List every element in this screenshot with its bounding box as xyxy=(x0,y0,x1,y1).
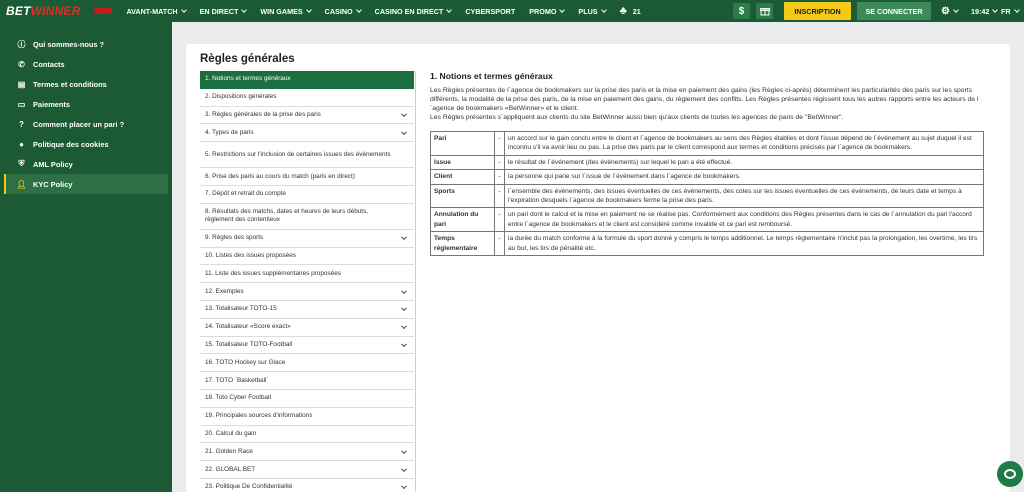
definition-term-cell: Issue xyxy=(431,155,495,169)
toc-item-label: 19. Principales sources d'informations xyxy=(205,412,313,420)
nav-item-avant-match[interactable]: AVANT-MATCH xyxy=(126,7,185,16)
toc-item[interactable] xyxy=(200,142,414,168)
cookie-icon: ● xyxy=(19,139,24,149)
settings-menu[interactable] xyxy=(941,0,958,22)
chevron-down-icon xyxy=(953,7,959,13)
toc-item-label: 3. Règles générales de la prise des paris xyxy=(205,110,321,118)
chevron-down-icon xyxy=(401,288,407,294)
toc-item[interactable] xyxy=(200,89,414,107)
nav-item-casino[interactable]: CASINO xyxy=(325,7,361,16)
chat-button[interactable] xyxy=(997,461,1023,487)
chevron-down-icon xyxy=(401,324,407,330)
definition-term-cell: Sports xyxy=(431,184,495,208)
logo-text-main: BET xyxy=(6,4,31,18)
chevron-down-icon xyxy=(401,466,407,472)
toc-item-label: 9. Règles des sports xyxy=(205,234,264,242)
toc-item[interactable] xyxy=(200,186,414,204)
sidebar-item-contacts[interactable]: ✆ Contacts xyxy=(18,59,65,69)
nav-item-casino-en-direct[interactable]: CASINO EN DIRECT xyxy=(375,7,452,16)
chevron-down-icon xyxy=(306,7,312,13)
definition-definition-cell: un accord sur le gain conclu entre le client et l´agence de bookmakers au sens des Règles établies et dont l'issue dépend de l´événement au sujet duquel il est inconnu s'il va avoir lieu ou pas. La prise des paris par le client correspond aux termes et conditions précisés par l´agence de bookmakers. xyxy=(505,132,984,156)
register-button[interactable]: INSCRIPTION xyxy=(784,2,851,20)
nav-item-en-direct[interactable]: EN DIRECT xyxy=(200,7,247,16)
scope-paragraph: Les Règles présentes s´appliquent aux clients du site BetWinner aussi bien qu'aux clients de toutes les agences de paris de "BetWinner". xyxy=(430,114,844,121)
chevron-down-icon xyxy=(446,7,452,13)
definition-term-cell: Temps réglementaire xyxy=(431,232,495,256)
chat-bubble-icon xyxy=(1004,469,1016,479)
table-row xyxy=(431,170,984,184)
sidebar-item-kyc[interactable]: 👤︎ KYC Policy xyxy=(4,174,168,194)
time-menu[interactable]: 19:42 xyxy=(971,0,997,22)
chevron-down-icon xyxy=(1014,7,1020,13)
table-row xyxy=(431,232,984,256)
toc-item[interactable] xyxy=(200,337,414,355)
toc-item[interactable] xyxy=(200,479,414,492)
rules-content xyxy=(430,71,982,256)
dollar-icon[interactable]: $ xyxy=(733,3,750,19)
sidebar-item-how-to-bet[interactable]: ? Comment placer un pari ? xyxy=(4,114,168,134)
definition-definition-cell: un pari dont le calcul et la mise en paiement ne se réalise pas. Conformément aux conditions des Règles présentes dans le cas de l´annulation du pari l'accord entre l´agence de bookmakers et le client est considéré comme invalide et ce pari est remboursé. xyxy=(505,208,984,232)
toc-item-label: 15. Totalisateur TOTO-Football xyxy=(205,340,293,348)
nav-item-promo[interactable]: PROMO xyxy=(529,7,564,16)
chevron-down-icon xyxy=(560,7,566,13)
promo-counter[interactable]: ♣ 21 xyxy=(619,5,641,17)
betwinner-logo[interactable] xyxy=(6,4,80,18)
toc-item-label: 16. TOTO Hockey sur Glace xyxy=(205,358,286,366)
definition-definition-cell: le résultat de l´événement (des événements) sur lequel le pari a été effectué. xyxy=(505,155,984,169)
toc-item[interactable] xyxy=(200,124,414,142)
toc-item-label: 5. Restrictions sur l'inclusion de certaines issues des événements xyxy=(205,150,391,158)
toc-item[interactable] xyxy=(200,71,414,89)
definition-definition-cell: la personne qui parie sur l´issue de l´événement dans l´agence de bookmakers. xyxy=(505,170,984,184)
toc-item-label: 20. Calcul du gain xyxy=(205,429,257,437)
clubs-icon: ♣ xyxy=(619,5,627,17)
gear-icon: ⚙ xyxy=(941,5,950,17)
toc-item[interactable] xyxy=(200,168,414,186)
toc-item[interactable] xyxy=(200,390,414,408)
toc-item-label: 1. Notions et termes généraux xyxy=(205,75,291,83)
chevron-down-icon xyxy=(993,7,999,13)
definition-term-cell: Client xyxy=(431,170,495,184)
definition-term-cell: Pari xyxy=(431,132,495,156)
document-icon: ▤ xyxy=(17,79,26,89)
chevron-down-icon xyxy=(356,7,362,13)
sidebar xyxy=(0,22,172,492)
chevron-down-icon xyxy=(401,306,407,312)
chevron-down-icon xyxy=(401,129,407,135)
chevron-down-icon xyxy=(601,7,607,13)
chevron-down-icon xyxy=(181,7,187,13)
main-nav xyxy=(126,0,654,22)
toc-item-label: 22. GLOBAL BET xyxy=(205,465,256,473)
toc-item[interactable] xyxy=(200,354,414,372)
toc-item-label: 11. Liste des issues supplémentaires proposées xyxy=(205,269,341,277)
table-row xyxy=(431,132,984,156)
sidebar-item-cookies[interactable]: ● Politique des cookies xyxy=(4,134,168,154)
gift-icon[interactable] xyxy=(756,3,773,19)
definition-dash-cell: - xyxy=(495,155,505,169)
phone-icon: ✆ xyxy=(18,59,25,69)
chevron-down-icon xyxy=(401,341,407,347)
logo-text-accent: WINNER xyxy=(30,4,81,18)
toc-item[interactable] xyxy=(200,301,414,319)
toc-item-label: 14. Totalisateur «Score exact» xyxy=(205,323,291,331)
definition-dash-cell: - xyxy=(495,184,505,208)
definitions-table xyxy=(430,131,984,256)
toc-item[interactable] xyxy=(200,204,414,230)
info-icon: ⓘ xyxy=(17,39,26,49)
toc-item-label: 8. Résultats des matchs, dates et heures de leurs débuts, règlement des contentieux xyxy=(205,208,369,224)
toc-item[interactable] xyxy=(200,372,414,390)
chevron-down-icon xyxy=(401,235,407,241)
definition-dash-cell: - xyxy=(495,208,505,232)
toc-item[interactable] xyxy=(200,408,414,426)
definition-term-cell: Annulation du pari xyxy=(431,208,495,232)
chevron-down-icon xyxy=(401,111,407,117)
toc-item-label: 21. Golden Race xyxy=(205,447,253,455)
chevron-down-icon xyxy=(242,7,248,13)
intro-paragraph: Les Règles présentes de l´agence de bookmakers sur la prise des paris et la mise en paiement des gains (les Règles ci-après) déterminent les particularités des paris sur les sports différents, la modalité de la prise des paris, de la mise en paiement des gains, du règlement des conflits. Les Règles présentes régissent tous les autres rapports entre les acteurs de l´agence de bookmakers «BetWinner» et le client. xyxy=(430,87,979,112)
language-menu[interactable]: FR xyxy=(1001,0,1019,22)
definition-definition-cell: l´ensemble des événements, des issues éventuelles de ces événements, des cotes sur les issues éventuelles de ces événements, de leurs date et temps à l'expiration desquels l´agence de bookmakers ferme la prise des paris. xyxy=(505,184,984,208)
definition-definition-cell: la durée du match conforme à la formule du sport donné y compris le temps additionnel. Le temps réglementaire n'inclut pas la prolongation, les overtime, les tirs au but, les tirs de pénalité etc. xyxy=(505,232,984,256)
toc-item[interactable] xyxy=(200,107,414,125)
toc-item[interactable] xyxy=(200,283,414,301)
toc-item[interactable] xyxy=(200,319,414,337)
sidebar-item-terms[interactable]: ▤ Termes et conditions xyxy=(17,79,107,89)
section-title: 1. Notions et termes généraux xyxy=(430,71,553,81)
table-row xyxy=(431,208,984,232)
table-row xyxy=(431,155,984,169)
rules-panel xyxy=(186,44,1010,492)
toc-item-label: 7. Dépôt et retrait du compte xyxy=(205,190,286,198)
top-navigation-bar xyxy=(0,0,1024,22)
definition-dash-cell: - xyxy=(495,232,505,256)
sidebar-item-payments[interactable]: ▭ Paiements xyxy=(17,99,70,109)
card-icon: ▭ xyxy=(17,99,26,109)
toc-item[interactable] xyxy=(200,443,414,461)
toc-item[interactable] xyxy=(200,248,414,266)
toc-item-label: 18. Toto Cyber Football xyxy=(205,394,271,402)
question-icon: ? xyxy=(19,119,24,129)
shield-icon: ⛨ xyxy=(18,159,25,168)
toc-item-label: 12. Exemples xyxy=(205,287,244,295)
toc-item[interactable] xyxy=(200,461,414,479)
toc-item-label: 23. Politique De Confidentialité xyxy=(205,483,293,491)
user-icon: 👤︎ xyxy=(16,179,27,189)
nav-item-plus[interactable]: PLUS xyxy=(578,7,605,16)
toc-item[interactable] xyxy=(200,265,414,283)
toc-item-label: 4. Types de paris xyxy=(205,128,254,136)
toc-item-label: 2. Dispositions générales xyxy=(205,93,277,101)
toc-item-label: 6. Prise des paris au cours du match (paris en direct) xyxy=(205,172,355,180)
divider xyxy=(415,71,416,492)
nav-item-win-games[interactable]: WIN GAMES xyxy=(260,7,310,16)
sidebar-item-about[interactable]: ⓘ Qui sommes-nous ? xyxy=(17,39,105,49)
toc-item[interactable] xyxy=(200,230,414,248)
toc-item-label: 13. Totalisateur TOTO-15 xyxy=(205,305,277,313)
definition-dash-cell: - xyxy=(495,132,505,156)
toc-item[interactable] xyxy=(200,426,414,444)
sidebar-item-aml[interactable]: ⛨ AML Policy xyxy=(18,159,73,169)
chevron-down-icon xyxy=(401,448,407,454)
table-row xyxy=(431,184,984,208)
login-button[interactable]: SE CONNECTER xyxy=(857,2,931,20)
toc-item-label: 10. Listes des issues proposées xyxy=(205,251,296,259)
rules-table-of-contents xyxy=(200,71,414,492)
live-badge[interactable] xyxy=(94,8,112,14)
nav-item-cybersport[interactable]: CYBERSPORT xyxy=(465,6,516,16)
definition-dash-cell: - xyxy=(495,170,505,184)
page-title: Règles générales xyxy=(200,53,295,65)
chevron-down-icon xyxy=(401,484,407,490)
toc-item-label: 17. TOTO `Basketball` xyxy=(205,376,269,384)
